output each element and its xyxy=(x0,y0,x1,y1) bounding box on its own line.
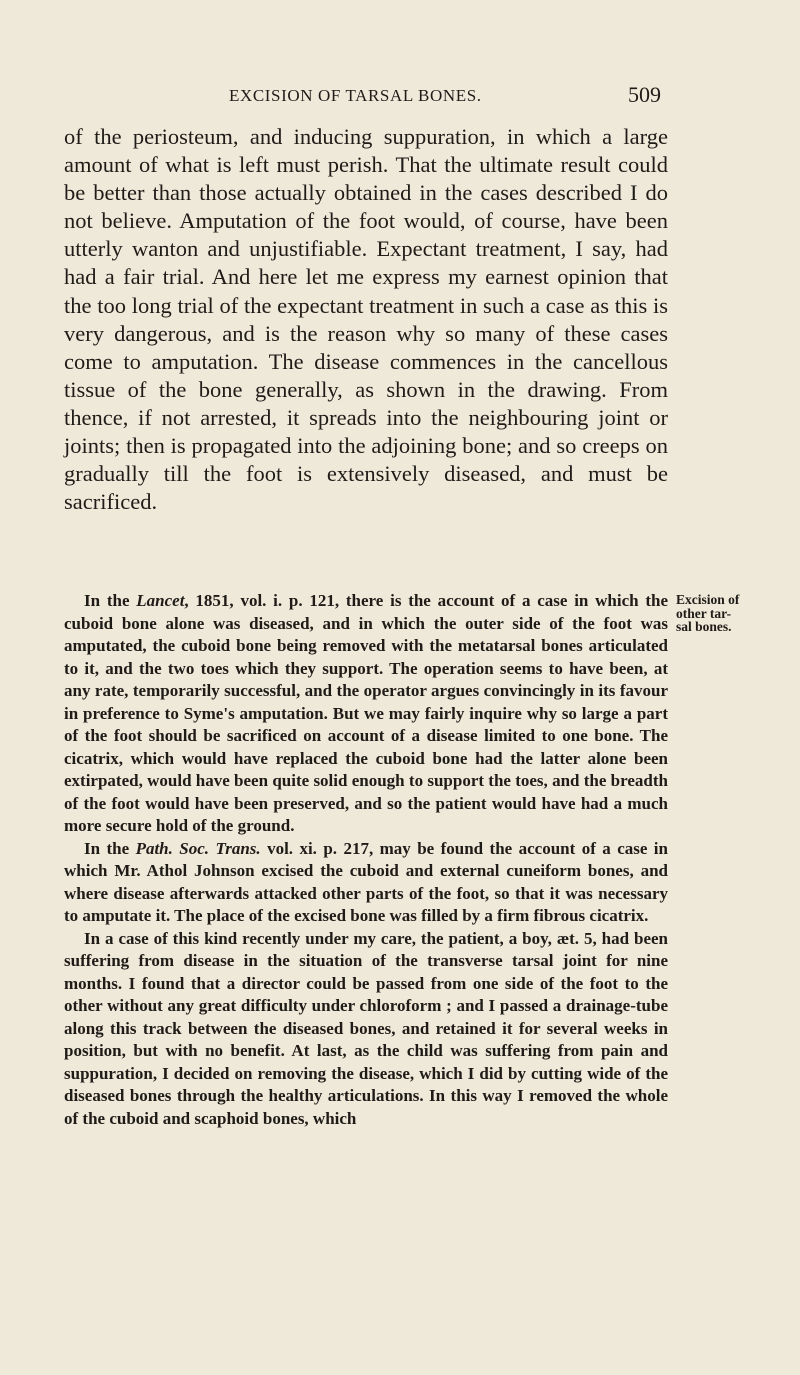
page-number: 509 xyxy=(628,82,661,107)
text-run: In the xyxy=(84,591,137,610)
paragraph-own-case: In a case of this kind recently under my care, the patient, a boy, æt. 5, had been suffering from disease in the situation of the transverse tarsal joint for nine months. I found that a director could be passed from one side of the foot to the other without any great difficulty under chloroform ; and I passed a drainage-tube along this track between the diseased bones, and retained it for several weeks in position, but with no benefit. At last, as the child was suffering from pain and suppuration, I decided on removing the disease, which I did by cutting wide of the diseased bones through the healthy articulations. In this way I removed the whole of the cuboid and scaphoid bones, which xyxy=(64,928,668,1128)
margin-note xyxy=(676,593,796,634)
text-run: In the xyxy=(84,838,136,858)
journal-title: Lancet xyxy=(136,591,185,610)
page-header xyxy=(0,84,800,110)
body-paragraph-large: of the periosteum, and inducing suppuration, in which a large amount of what is left must perish. That the ultimate result could be better than those actually obtained in the cases described I do not believe. Amputation of the foot would, of course, have been utterly wanton and unjustifiable. Expectant treatment, I say, had had a fair trial. And here let me express my earnest opinion that the too long trial of the expectant treatment in such a case as this is very dangerous, and is the reason why so many of these cases come to amputation. The disease commences in the cancellous tissue of the bone generally, as shown in the drawing. From thence, if not arrested, it spreads into the neighbouring joint or joints; then is propagated into the adjoining bone; and so creeps on gradually till the foot is extensively diseased, and must be sacrificed. xyxy=(64,124,668,515)
running-title: EXCISION OF TARSAL BONES. xyxy=(229,86,482,105)
margin-note-line: other tar- xyxy=(676,605,732,621)
paragraph-path-soc-case xyxy=(64,838,668,928)
journal-title: Path. Soc. Trans. xyxy=(135,838,261,858)
text-run: vol. xi. p. 217, may be found the account of a case in which Mr. Athol Johnson excised the cuboid and external cuneiform bones, and where disease afterwards attacked other parts of the foot, so that it was necessary to amputate it. The place of the excised bone was filled by a firm fibrous cicatrix. xyxy=(64,838,668,925)
small-print-section xyxy=(64,590,668,1130)
paragraph-lancet-case xyxy=(64,590,668,838)
text-run: , 1851, vol. i. p. 121, there is the account of a case in which the cuboid bone alone was diseased, and in which the outer side of the foot was amputated, the cuboid bone being removed with the metatarsal bones articulated to it, and the two toes which they support. The operation seems to have been, at any rate, temporarily successful, and the operator argues convincingly in its favour in preference to Syme's amputation. But we may fairly inquire why so large a part of the foot should be sacrificed on account of a disease limited to one bone. The cicatrix, which would have replaced the cuboid bone had the latter alone been extirpated, would have been quite solid enough to support the toes, and the breadth of the foot would have been preserved, and so the patient would have had a much more secure hold of the ground. xyxy=(64,591,669,835)
margin-note-line: Excision of xyxy=(676,592,740,607)
margin-note-line: sal bones. xyxy=(676,619,732,634)
